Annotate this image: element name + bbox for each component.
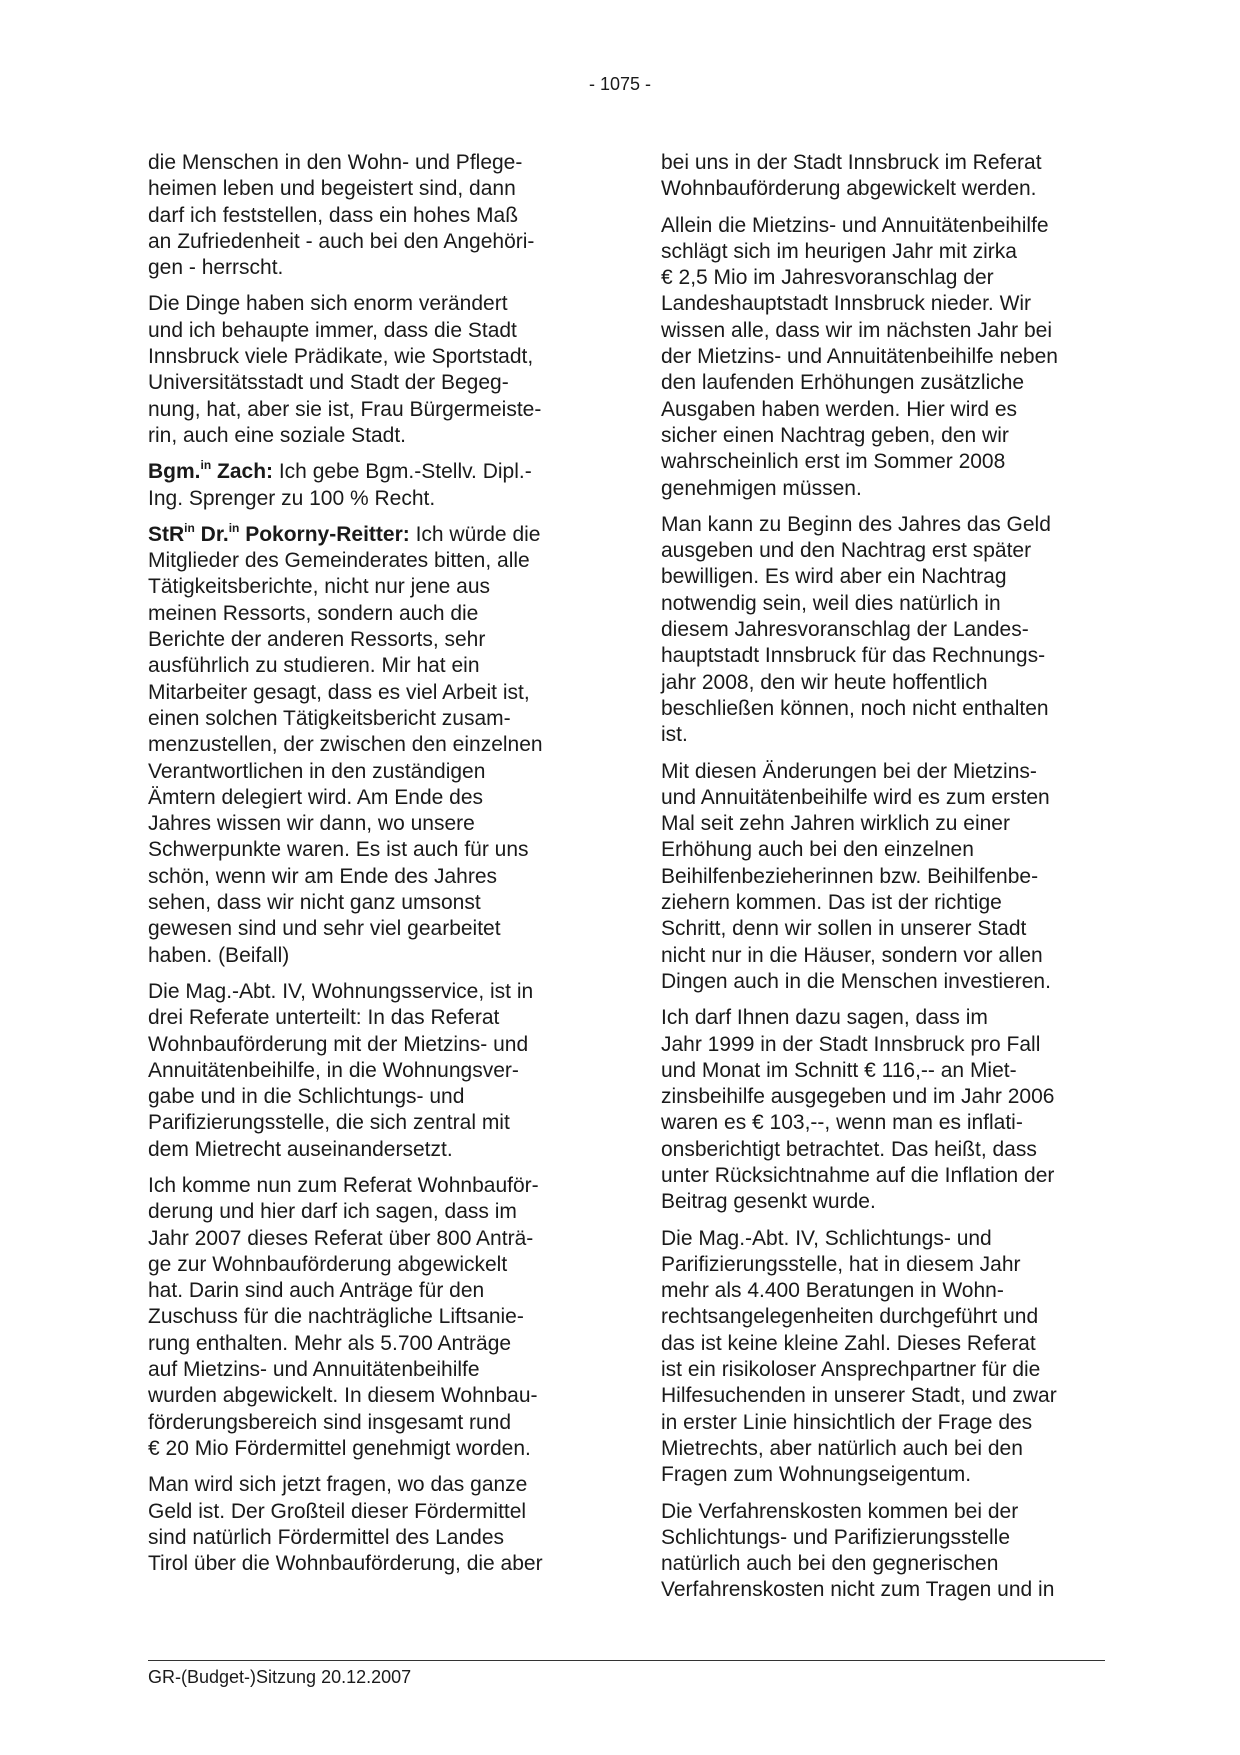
paragraph: Man wird sich jetzt fragen, wo das ganze Geld ist. Der Großteil dieser Fördermittel sind natürlich Fördermittel des Landes Tirol über die Wohnbauförderung, die aber <box>148 1473 543 1576</box>
paragraph: StR$^{in}$ Dr.$^{in}$ Pokorny-Reitter: Ich würde die Mitglieder des Gemeinderates bitten, alle Tätigkeitsberichte, nicht nur jene aus meinen Ressorts, sondern auch die Berichte der anderen Ressorts, sehr ausführlich zu studieren. Mir hat ein Mitarbeiter gesagt, dass es viel Arbeit ist, einen solchen Tätigkeitsbericht zusam- menzustellen, der zwischen den einzelnen Verantwortlichen in den zuständigen Ämtern delegiert wird. Am Ende des Jahres wissen wir dann, wo unsere Schwerpunkte waren. Es ist auch für uns schön, wenn wir am Ende des Jahres sehen, dass wir nicht ganz umsonst gewesen sind und sehr viel gearbeitet haben. (Beifall) <box>148 520 543 967</box>
paragraph: Mit diesen Änderungen bei der Mietzins- und Annuitätenbeihilfe wird es zum ersten Mal seit zehn Jahren wirklich zu einer Erhöhung auch bei den einzelnen Beihilfenbezieherinnen bzw. Beihilfenbe- ziehern kommen. Das ist der richtige Schritt, denn wir sollen in unserer Stadt nicht nur in die Häuser, sondern vor allen Dingen auch in die Menschen investieren. <box>661 759 1051 993</box>
paragraph: Man kann zu Beginn des Jahres das Geld ausgeben und den Nachtrag erst später bewilligen. Es wird aber ein Nachtrag notwendig sein, weil dies natürlich in diesem Jahresvoranschlag der Landes- hauptstadt Innsbruck für das Rechnungs- jahr 2008, den wir heute hoffentlich beschließen können, noch nicht enthalten ist. <box>661 512 1051 747</box>
left-column <box>148 150 588 1587</box>
paragraph: Bgm.$^{in}$ Zach: Ich gebe Bgm.-Stellv. Dipl.- Ing. Sprenger zu 100 % Recht. <box>148 458 532 510</box>
paragraph: Ich darf Ihnen dazu sagen, dass im Jahr 1999 in der Stadt Innsbruck pro Fall und Monat im Schnitt € 116,-- an Miet- zinsbeihilfe ausgegeben und im Jahr 2006 waren es € 103,--, wenn man es inflati- onsberichtigt betrachtet. Das heißt, dass unter Rücksichtnahme auf die Inflation der Beitrag gesenkt wurde. <box>661 1006 1055 1214</box>
paragraph: Ich komme nun zum Referat Wohnbauför- derung und hier darf ich sagen, dass im Jahr 2007 dieses Referat über 800 Anträ- ge zur Wohnbauförderung abgewickelt hat. Darin sind auch Anträge für den Zuschuss für die nachträgliche Liftsanie- rung enthalten. Mehr als 5.700 Anträge auf Mietzins- und Annuitätenbeihilfe wurden abgewickelt. In diesem Wohnbau- förderungsbereich sind insgesamt rund € 20 Mio Fördermittel genehmigt worden. <box>148 1173 539 1460</box>
footer-text: GR-(Budget-)Sitzung 20.12.2007 <box>148 1667 412 1687</box>
speaker-name: StR$^{in}$ Dr.$^{in}$ Pokorny-Reitter: <box>148 520 410 546</box>
speaker-name: Bgm.$^{in}$ Zach: <box>148 458 274 484</box>
paragraph: die Menschen in den Wohn- und Pflege- heimen leben und begeistert sind, dann darf ich feststellen, dass ein hohes Maß an Zufriedenheit - auch bei den Angehöri- gen - herrscht. <box>148 151 535 280</box>
paragraph: Allein die Mietzins- und Annuitätenbeihilfe schlägt sich im heurigen Jahr mit zirka € 2,5 Mio im Jahresvoranschlag der Landeshauptstadt Innsbruck nieder. Wir wissen alle, dass wir im nächsten Jahr bei der Mietzins- und Annuitätenbeihilfe neben den laufenden Erhöhungen zusätzliche Ausgaben haben werden. Hier wird es sicher einen Nachtrag geben, den wir wahrscheinlich erst im Sommer 2008 genehmigen müssen. <box>661 213 1058 500</box>
page-number: - 1075 - <box>588 74 652 94</box>
paragraph: Die Dinge haben sich enorm verändert und ich behaupte immer, dass die Stadt Innsbruck viele Prädikate, wie Sportstadt, Universitätsstadt und Stadt der Begeg- nung, hat, aber sie ist, Frau Bürgermeiste- rin, auch eine soziale Stadt. <box>148 292 542 447</box>
paragraph: bei uns in der Stadt Innsbruck im Referat Wohnbauförderung abgewickelt werden. <box>661 151 1042 201</box>
footer-divider <box>148 1660 1105 1661</box>
right-column <box>661 150 1101 1614</box>
paragraph: Die Verfahrenskosten kommen bei der Schlichtungs- und Parifizierungsstelle natürlich auch bei den gegnerischen Verfahrenskosten nicht zum Tragen und in <box>661 1499 1055 1602</box>
paragraph: Die Mag.-Abt. IV, Schlichtungs- und Parifizierungsstelle, hat in diesem Jahr mehr als 4.400 Beratungen in Wohn- rechtsangelegenheiten durchgeführt und das ist keine kleine Zahl. Dieses Referat ist ein risikoloser Ansprechpartner für die Hilfesuchenden in unserer Stadt, und zwar in erster Linie hinsichtlich der Frage des Mietrechts, aber natürlich auch bei den Fragen zum Wohnungseigentum. <box>661 1226 1057 1487</box>
paragraph: Die Mag.-Abt. IV, Wohnungsservice, ist in drei Referate unterteilt: In das Referat Wohnbauförderung mit der Mietzins- und Annuitätenbeihilfe, in die Wohnungsver- gabe und in die Schlichtungs- und Parifizierungsstelle, die sich zentral mit dem Mietrecht auseinandersetzt. <box>148 979 534 1161</box>
